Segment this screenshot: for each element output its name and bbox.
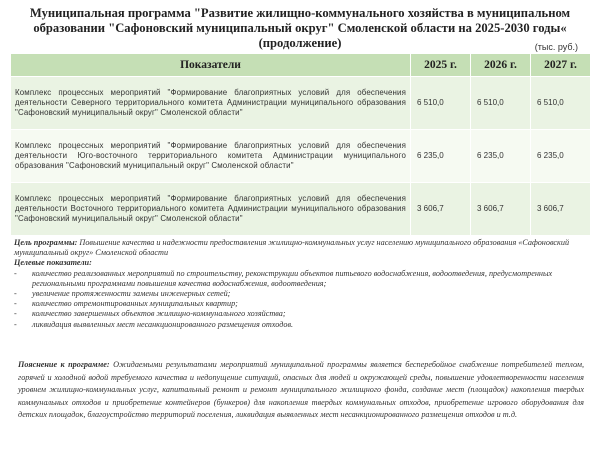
list-item-text: количество отремонтированных муниципальных квартир; xyxy=(32,299,238,309)
list-item xyxy=(14,289,584,299)
list-item xyxy=(14,269,584,289)
targets-heading xyxy=(14,258,584,268)
list-item-text: количество завершенных объектов жилищно-коммунального хозяйства; xyxy=(32,309,286,319)
row-value-2027: 6 235,0 xyxy=(531,130,591,183)
table-row xyxy=(11,77,591,130)
row-value-2027: 6 510,0 xyxy=(531,77,591,130)
program-goal-label: Цель программы: xyxy=(14,238,78,247)
targets-label: Целевые показатели: xyxy=(14,258,92,268)
budget-table xyxy=(10,53,591,236)
program-note xyxy=(18,359,584,422)
row-value-2027: 3 606,7 xyxy=(531,183,591,236)
list-item-text: количество реализованных мероприятий по строительству, реконструкции объектов питьевого водоснабжения, водоотведения, предусмотренных региональными программами повышения качества водоснабжения, водоотведения; xyxy=(32,268,553,288)
column-header-2026: 2026 г. xyxy=(471,54,531,77)
list-item-text: увеличение протяженности замены инженерных сетей; xyxy=(32,289,231,299)
program-goal xyxy=(14,238,584,258)
row-value-2025: 6 235,0 xyxy=(411,130,471,183)
row-description: Комплекс процессных мероприятий "Формирование благоприятных условий для обеспечения деятельности Восточного территориального комитета Администрации муниципального образования "Сафоновский муниципальный округ" Смоленской области" xyxy=(11,183,411,236)
row-value-2026: 3 606,7 xyxy=(471,183,531,236)
goals-section xyxy=(14,238,584,330)
targets-list xyxy=(14,269,584,330)
column-header-indicators: Показатели xyxy=(11,54,411,77)
list-item xyxy=(14,299,584,309)
row-value-2026: 6 510,0 xyxy=(471,77,531,130)
table-row xyxy=(11,130,591,183)
row-value-2026: 6 235,0 xyxy=(471,130,531,183)
dash-bullet: - xyxy=(14,268,17,278)
dash-bullet: - xyxy=(14,289,17,299)
program-goal-text: Повышение качества и надежности предоставления жилищно-коммунальных услуг населению муниципального образования «Сафоновский муниципальный округ» Смоленской области xyxy=(14,238,570,258)
title-line-2: образовании "Сафоновский муниципальный округ" Смоленской области на 2025-2030 годы« xyxy=(33,21,567,35)
row-description: Комплекс процессных мероприятий "Формирование благоприятных условий для обеспечения деятельности Северного территориального комитета Администрации муниципального образования "Сафоновский муниципальный округ" Смоленской области" xyxy=(11,77,411,130)
dash-bullet: - xyxy=(14,309,17,319)
table-row xyxy=(11,183,591,236)
row-value-2025: 6 510,0 xyxy=(411,77,471,130)
column-header-2025: 2025 г. xyxy=(411,54,471,77)
list-item xyxy=(14,309,584,319)
column-header-2027: 2027 г. xyxy=(531,54,591,77)
page-title xyxy=(10,6,590,51)
note-label: Пояснение к программе: xyxy=(18,360,110,369)
list-item-text: ликвидация выявленных мест несанкционированного размещения отходов. xyxy=(32,319,294,329)
row-value-2025: 3 606,7 xyxy=(411,183,471,236)
title-line-3: (продолжение) xyxy=(258,36,342,50)
dash-bullet: - xyxy=(14,299,17,309)
title-line-1: Муниципальная программа "Развитие жилищно-коммунального хозяйства в муниципальном xyxy=(29,6,571,20)
units-label: (тыс. руб.) xyxy=(534,42,578,52)
note-text: Ожидаемыми результатами мероприятий муниципальной программы является бесперебойное снабжение потребителей теплом, горячей и холодной водой требуемого качества и недопущение ситуаций, опасных для людей и окружающей среды, повышение удовлетворенности населения уровнем жилищно-коммунальных услуг, капитальный ремонт и ремонт муниципального жилищного фонда, создание мест (площадок) накопления твердых коммунальных отходов и приобретение контейнеров (бункеров) для накопления твердых коммунальных отходов, приобретение игрового оборудования для детских площадок, благоустройство территорий поселения, ликвидация выявленных мест несанкционированного размещения отходов и т.д. xyxy=(18,360,584,420)
table-header-row xyxy=(11,54,591,77)
list-item xyxy=(14,320,584,330)
dash-bullet: - xyxy=(14,319,17,329)
row-description: Комплекс процессных мероприятий "Формирование благоприятных условий для обеспечения деятельности Юго-восточного территориального комитета Администрации муниципального образования "Сафоновский муниципальный округ" Смоленской области" xyxy=(11,130,411,183)
